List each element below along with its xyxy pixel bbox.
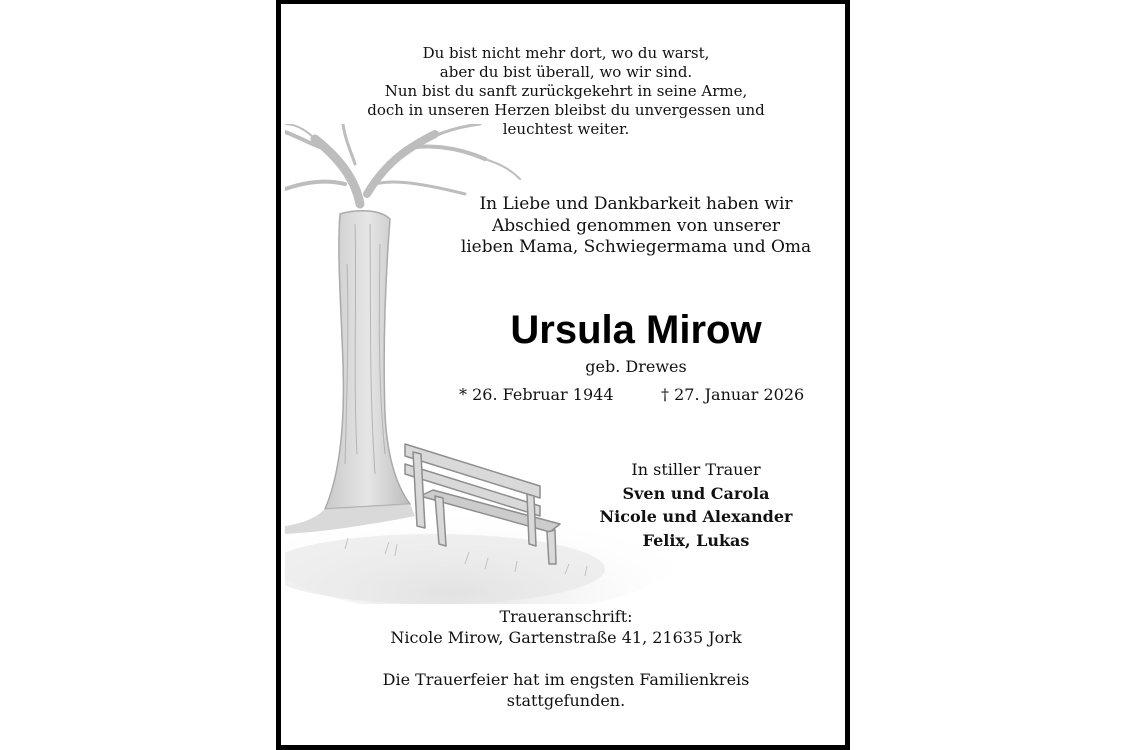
poem-line: aber du bist überall, wo wir sind. [439,63,693,81]
mourners-intro: In stiller Trauer [631,460,761,479]
deceased-name: Ursula Mirow [510,308,762,352]
intro-line: Abschied genommen von unserer [491,215,781,236]
poem-line: Nun bist du sanft zurückgekehrt in seine Arme, [384,82,748,100]
poem-line: Du bist nicht mehr dort, wo du warst, [422,44,710,62]
mourner-name: Sven und Carola [622,483,770,503]
obituary-notice [276,0,850,750]
address-label: Traueranschrift: [499,607,633,626]
maiden-name: geb. Drewes [585,357,687,376]
poem [301,44,831,139]
mourners [561,458,831,552]
mourner-name: Nicole und Alexander [599,507,793,526]
intro-line: lieben Mama, Schwiegermama und Oma [460,237,812,257]
death-date: † 27. Januar 2026 [661,385,805,404]
poem-line: leuchtest weiter. [502,120,630,138]
mourning-address [301,606,831,648]
address-line: Nicole Mirow, Gartenstraße 41, 21635 Jork [390,628,742,647]
ceremony-line: stattgefunden. [506,691,626,710]
ceremony-note [301,669,831,711]
ceremony-line: Die Trauerfeier hat im engsten Familienkreis [382,670,750,689]
farewell-intro [441,194,831,259]
birth-date: * 26. Februar 1944 [459,385,614,404]
intro-line: In Liebe und Dankbarkeit haben wir [479,194,793,214]
poem-line: doch in unseren Herzen bleibst du unvergessen und [367,101,765,119]
mourner-name: Felix, Lukas [642,530,750,550]
